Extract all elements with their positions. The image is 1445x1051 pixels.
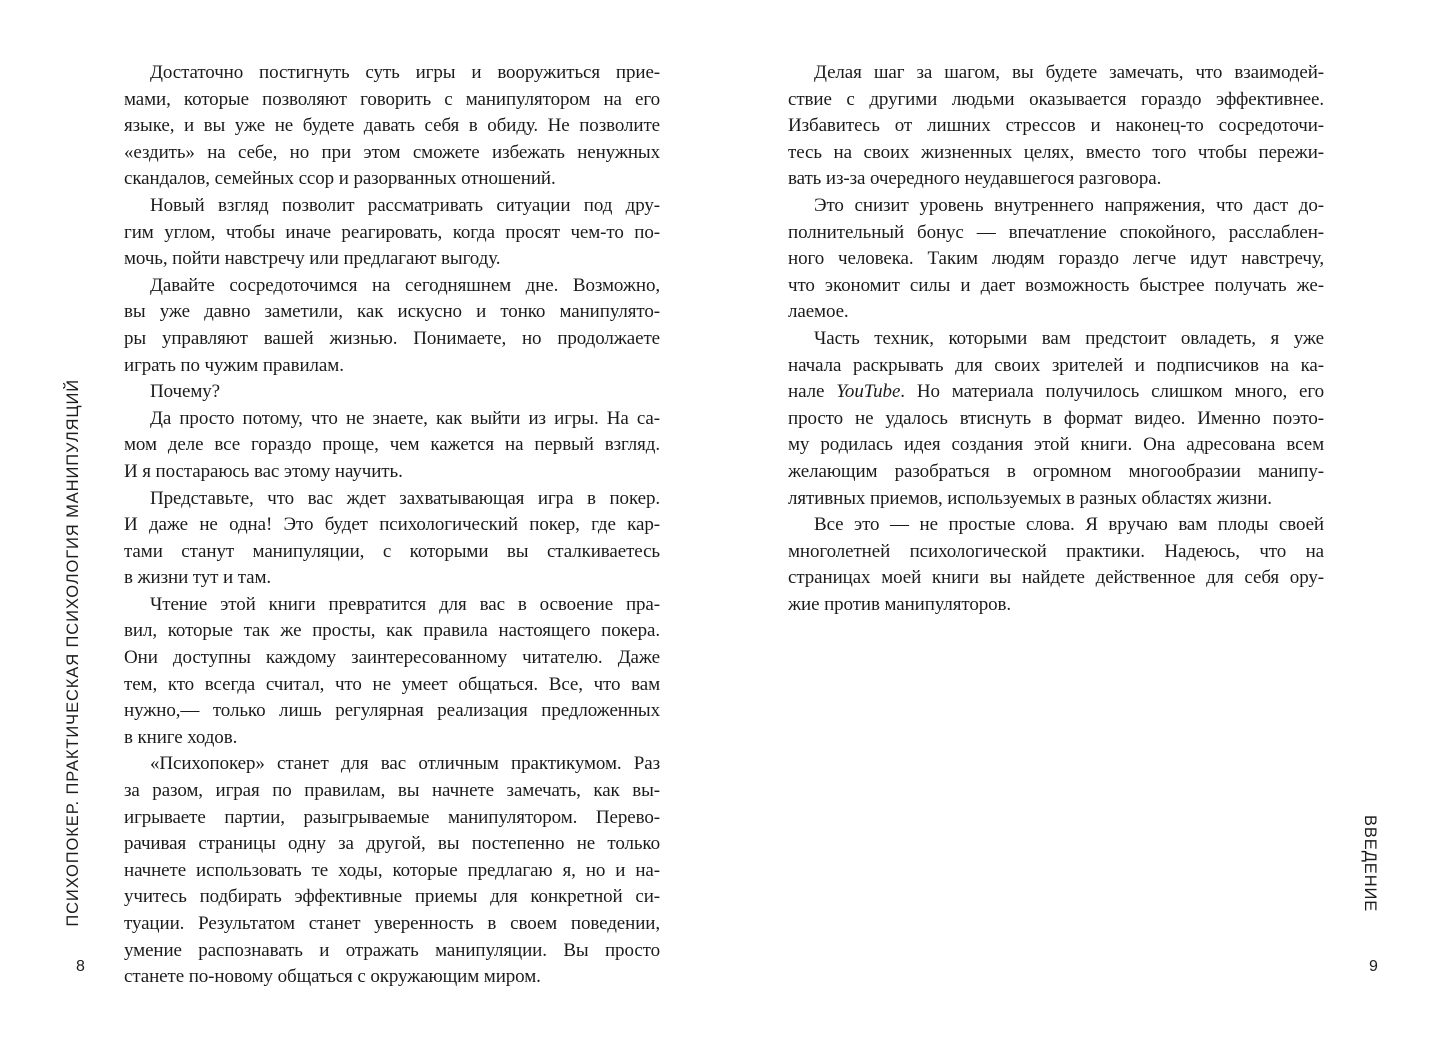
text-line: тесь на своих жизненных целях, вместо того чтобы пережи- [788, 141, 1324, 163]
text-line: Новый взгляд позволит рассматривать ситуации под дру- [150, 194, 660, 216]
text-line: желающим разобраться в огромном многообразии манипу- [788, 460, 1324, 482]
text-line: Представьте, что вас ждет захватывающая игра в покер. [150, 487, 660, 509]
right-margin-chapter-title: ВВЕДЕНИЕ [1361, 815, 1379, 913]
text-line: языке, и вы уже не будете давать себя в обиду. Не позволите [124, 115, 660, 137]
text-line: в жизни тут и там. [124, 567, 272, 589]
paragraph [124, 193, 660, 273]
paragraph [124, 60, 660, 193]
text-line: в книге ходов. [124, 726, 238, 748]
text-line: И даже не одна! Это будет психологический покер, где кар- [124, 514, 660, 536]
text-line: Чтение этой книги превратится для вас в освоение пра- [150, 593, 660, 615]
right-page-number: 9 [1369, 958, 1378, 975]
text-line: играть по чужим правилам. [124, 354, 344, 376]
left-margin-book-title: ПСИХОПОКЕР. ПРАКТИЧЕСКАЯ ПСИХОЛОГИЯ МАНИПУЛЯЦИЙ [64, 379, 82, 927]
text-line: Почему? [150, 381, 220, 403]
text-line: Делая шаг за шагом, вы будете замечать, что взаимодей- [814, 62, 1324, 83]
text-line: Достаточно постигнуть суть игры и вооружиться прие- [150, 62, 660, 83]
text-line: му родилась идея создания этой книги. Она адресована всем [788, 434, 1324, 456]
right-page-text-column [788, 60, 1324, 618]
text-line: начнете использовать те ходы, которые предлагаю я, но и на- [124, 859, 660, 881]
text-line: просто не удалось втиснуть в формат видео. Именно поэто- [788, 407, 1324, 429]
paragraph [124, 273, 660, 379]
text-line: лятивных приемов, используемых в разных областях жизни. [788, 487, 1272, 509]
text-line: тами станут манипуляции, с которыми вы сталкиваетесь [124, 540, 660, 562]
text-line: страницах моей книги вы найдете действенное для себя ору- [788, 567, 1324, 589]
text-line: тем, кто всегда считал, что не умеет общаться. Все, что вам [124, 673, 660, 695]
text-line: скандалов, семейных ссор и разорванных отношений. [124, 168, 556, 190]
text-line: мами, которые позволяют говорить с манипулятором на его [124, 88, 660, 110]
text-line: станете по-новому общаться с окружающим миром. [124, 966, 541, 988]
text-line: Это снизит уровень внутреннего напряжения, что даст до- [814, 194, 1324, 216]
text-line: Да просто потому, что не знаете, как выйти из игры. На са- [150, 407, 660, 429]
text-line: лаемое. [788, 301, 849, 323]
text-line: рачивая страницы одну за другой, вы постепенно не только [124, 833, 660, 855]
text-line: ры управляют вашей жизнью. Понимаете, но продолжаете [124, 327, 660, 349]
paragraph [788, 193, 1324, 326]
text-line: начала раскрывать для своих зрителей и подписчиков на ка- [788, 354, 1324, 376]
paragraph [124, 406, 660, 486]
text-line: Часть техник, которыми вам предстоит овладеть, я уже [814, 327, 1324, 349]
paragraph [788, 512, 1324, 618]
text-line: умение распознавать и отражать манипуляции. Вы просто [124, 939, 660, 961]
text-line: Все это — не простые слова. Я вручаю вам плоды своей [814, 514, 1324, 536]
left-page-text-column [124, 60, 660, 991]
paragraph [124, 486, 660, 592]
text-line: что экономит силы и дает возможность быстрее получать же- [788, 274, 1324, 296]
text-line: вил, которые так же просты, как правила настоящего покера. [124, 620, 660, 642]
paragraph [124, 379, 660, 406]
text-line: за разом, играя по правилам, вы начнете замечать, как вы- [124, 780, 660, 802]
text-line: нале YouTube. Но материала получилось слишком много, его [788, 381, 1324, 403]
text-line: «ездить» на себе, но при этом сможете избежать ненужных [124, 141, 660, 163]
text-line: Давайте сосредоточимся на сегодняшнем дне. Возможно, [150, 274, 660, 296]
text-line: мом деле все гораздо проще, чем кажется на первый взгляд. [124, 434, 660, 456]
text-line: Избавитесь от лишних стрессов и наконец-то сосредоточи- [788, 115, 1324, 137]
paragraph [788, 326, 1324, 512]
text-line: полнительный бонус — впечатление спокойного, расслаблен- [788, 221, 1324, 243]
text-line: жие против манипуляторов. [788, 593, 1012, 615]
text-line: гим углом, чтобы иначе реагировать, когда просят чем-то по- [124, 221, 660, 243]
text-line: ствие с другими людьми оказывается гораздо эффективнее. [788, 88, 1324, 110]
paragraph [124, 751, 660, 990]
text-line: туации. Результатом станет уверенность в своем поведении, [124, 913, 660, 934]
text-line: И я постараюсь вас этому научить. [124, 460, 403, 482]
paragraph [124, 592, 660, 752]
text-line: игрываете партии, разыгрываемые манипулятором. Перево- [124, 806, 660, 828]
text-line: вы уже давно заметили, как искусно и тонко манипулято- [124, 301, 660, 323]
text-line: ного человека. Таким людям гораздо легче идут навстречу, [788, 248, 1324, 270]
paragraph [788, 60, 1324, 193]
text-line: Они доступны каждому заинтересованному читателю. Даже [124, 647, 660, 669]
text-line: нужно,— только лишь регулярная реализация предложенных [124, 700, 660, 722]
text-line: вать из-за очередного неудавшегося разговора. [788, 168, 1162, 190]
text-line: учитесь подбирать эффективные приемы для конкретной си- [124, 886, 660, 908]
text-line: «Психопокер» станет для вас отличным практикумом. Раз [150, 753, 660, 775]
left-page-number: 8 [76, 958, 85, 975]
text-line: многолетней психологической практики. Надеюсь, что на [788, 540, 1324, 562]
text-line: мочь, пойти навстречу или предлагают выгоду. [124, 248, 501, 270]
